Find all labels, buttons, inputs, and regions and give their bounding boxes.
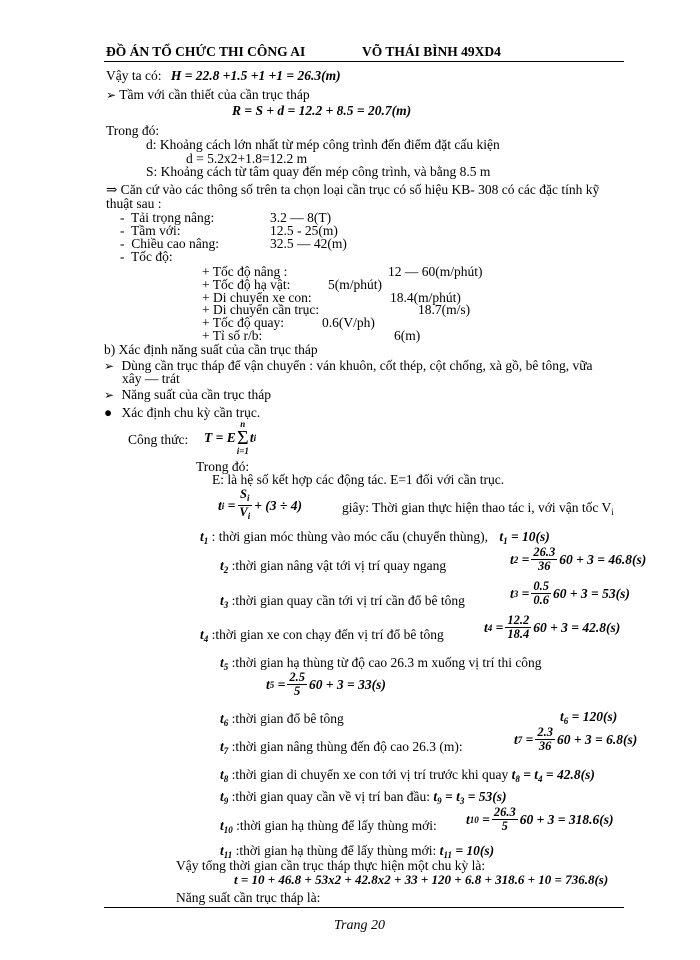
- trong-do-2: Trong đó:: [196, 459, 250, 474]
- time-formula-t4: t 4 = $\frac{12.2}{18.4}$ 60 + 3 = 42.8(s): [484, 613, 621, 641]
- time-row-t8: $t_8$ :thời gian di chuyển xe con tới vị trí trước khi quay $t_8 = t_4 = 42.8(s)$: [220, 767, 595, 784]
- summary-formula: t = 10 + 46.8 + 53x2 + 42.8x2 + 33 + 120 + 6.8 + 318.6 + 10 = 736.8(s): [234, 872, 609, 887]
- page-number: Trang 20: [334, 918, 385, 933]
- time-formula-t6: $t_6 = 120(s)$: [560, 709, 618, 726]
- reach-formula: R = S + d = 12.2 + 8.5 = 20.7(m): [232, 103, 412, 118]
- time-row-t2: $t_2$ :thời gian nâng vật tới vị trí quay ngang: [220, 558, 447, 575]
- section-b-title: b) Xác định năng suất của cần trục tháp: [104, 342, 318, 357]
- time-row-t11: $t_{11}$ :thời gian hạ thùng để lấy thùng mới: $t_{11} = 10(s)$: [220, 843, 495, 860]
- d-value: d = 5.2x2+1.8=12.2 m: [186, 151, 308, 166]
- time-row-t6: $t_6$ :thời gian đổ bê tông: [220, 711, 344, 728]
- height-formula: H = 22.8 +1.5 +1 +1 = 26.3(m): [170, 68, 341, 83]
- speed-row: + Tốc độ hạ vật: 5(m/phút): [202, 277, 382, 292]
- header-right: VÕ THÁI BÌNH 49XD4: [362, 44, 501, 59]
- section-b-item: ➢ Dùng cần trục tháp để vận chuyển : ván khuôn, cốt thép, cột chống, xà gồ, bê tông, vữa: [104, 358, 593, 373]
- spec-row: - Tải trọng nâng: 3.2 — 8(T): [120, 210, 332, 225]
- summary-text: Vậy tổng thời gian cần trục tháp thực hiện một chu kỳ là:: [176, 858, 486, 873]
- header-rule: [104, 61, 624, 62]
- speed-row: + Di chuyển xe con: 18.4(m/phút): [202, 290, 461, 305]
- spec-row: - Chiều cao nâng: 32.5 — 42(m): [120, 236, 347, 251]
- header-left: ĐỒ ÁN TỔ CHỨC THI CÔNG AI: [106, 44, 306, 59]
- line-conclusion: Vậy ta có: H = 22.8 +1.5 +1 +1 = 26.3(m): [106, 68, 341, 83]
- time-formula-t7: t 7 = $\frac{2.3}{36}$ 60 + 3 = 6.8(s): [514, 725, 638, 753]
- spec-row: - Tầm với: 12.5 - 25(m): [120, 223, 338, 238]
- ti-formula: t i = $\frac{S_i}{V_i}$ + (3 ÷ 4): [218, 487, 302, 521]
- speed-row: + Di chuyển cần trục: 18.7(m/s): [202, 302, 471, 317]
- formula-label: Công thức:: [128, 432, 189, 447]
- time-row-t10: $t_{10}$ :thời gian hạ thùng để lấy thùng mới:: [220, 818, 437, 835]
- speed-row: + Tỉ số r/b: 6(m): [202, 328, 421, 343]
- crane-choice: ⇒ Căn cứ vào các thông số trên ta chọn loại cần trục có số hiệu KB- 308 có các đặc tính kỹ: [106, 182, 600, 197]
- section-b-item: ● Xác định chu kỳ cần trục.: [104, 405, 261, 420]
- crane-choice-cont: thuật sau :: [106, 196, 162, 211]
- footer-rule: [104, 907, 624, 908]
- arrow-bullet-icon: ➢: [104, 359, 115, 373]
- arrow-bullet-icon: ➢: [104, 388, 115, 402]
- cycle-formula: T = E n Σ i=1 t i: [204, 419, 257, 456]
- time-row-t9: $t_9$ :thời gian quay cần về vị trí ban đầu: $t_9 = t_3 = 53(s)$: [220, 789, 507, 806]
- dot-bullet-icon: ●: [104, 405, 113, 420]
- time-row-t3: $t_3$ :thời gian quay cần tới vị trí cần đổ bê tông: [220, 593, 465, 610]
- time-formula-t3: t 3 = $\frac{0.5}{0.6}$ 60 + 3 = 53(s): [510, 579, 630, 607]
- time-formula-t5: t 5 = $\frac{2.5}{5}$ 60 + 3 = 33(s): [266, 670, 386, 698]
- time-row-t4: $t_4$ :thời gian xe con chạy đến vị trí đổ bê tông: [200, 627, 444, 644]
- spec-row: - Tốc độ:: [120, 249, 173, 264]
- speed-row: + Tốc độ quay: 0.6(V/ph): [202, 315, 375, 330]
- section-b-item-cont: xây — trát: [122, 371, 180, 386]
- time-row-t1: $t_1$ : thời gian móc thùng vào móc cẩu (chuyển thùng), $t_1 = 10(s)$: [200, 529, 550, 546]
- s-desc: S: Khoảng cách từ tâm quay đến mép công trình, và bằng 8.5 m: [146, 164, 491, 179]
- ti-desc: giây: Thời gian thực hiện thao tác i, với vận tốc $V_i$: [342, 500, 614, 517]
- e-desc: E: là hệ số kết hợp các động tác. E=1 đối với cần trục.: [212, 472, 505, 487]
- time-row-t5: $t_5$ :thời gian hạ thùng từ độ cao 26.3 m xuống vị trí thi công: [220, 655, 542, 672]
- time-row-t7: $t_7$ :thời gian nâng thùng đến độ cao 26.3 (m):: [220, 739, 463, 756]
- productivity-label: Năng suất cần trục tháp là:: [176, 890, 321, 905]
- sigma-symbol: n Σ i=1: [236, 419, 249, 456]
- time-formula-t2: t 2 = $\frac{26.3}{36}$ 60 + 3 = 46.8(s): [510, 545, 647, 573]
- time-formula-t10: t 10 = $\frac{26.3}{5}$ 60 + 3 = 318.6(s): [466, 805, 614, 833]
- section-b-item: ➢ Năng suất của cần trục tháp: [104, 387, 271, 402]
- reach-line: ➢ Tầm với cần thiết của cần trục tháp: [106, 87, 310, 102]
- trong-do-1: Trong đó:: [106, 123, 160, 138]
- arrow-bullet-icon: ➢: [106, 88, 117, 102]
- d-desc: d: Khoảng cách lớn nhất từ mép công trình đến điểm đặt cấu kiện: [146, 137, 500, 152]
- speed-row: + Tốc độ nâng : 12 — 60(m/phút): [202, 264, 483, 279]
